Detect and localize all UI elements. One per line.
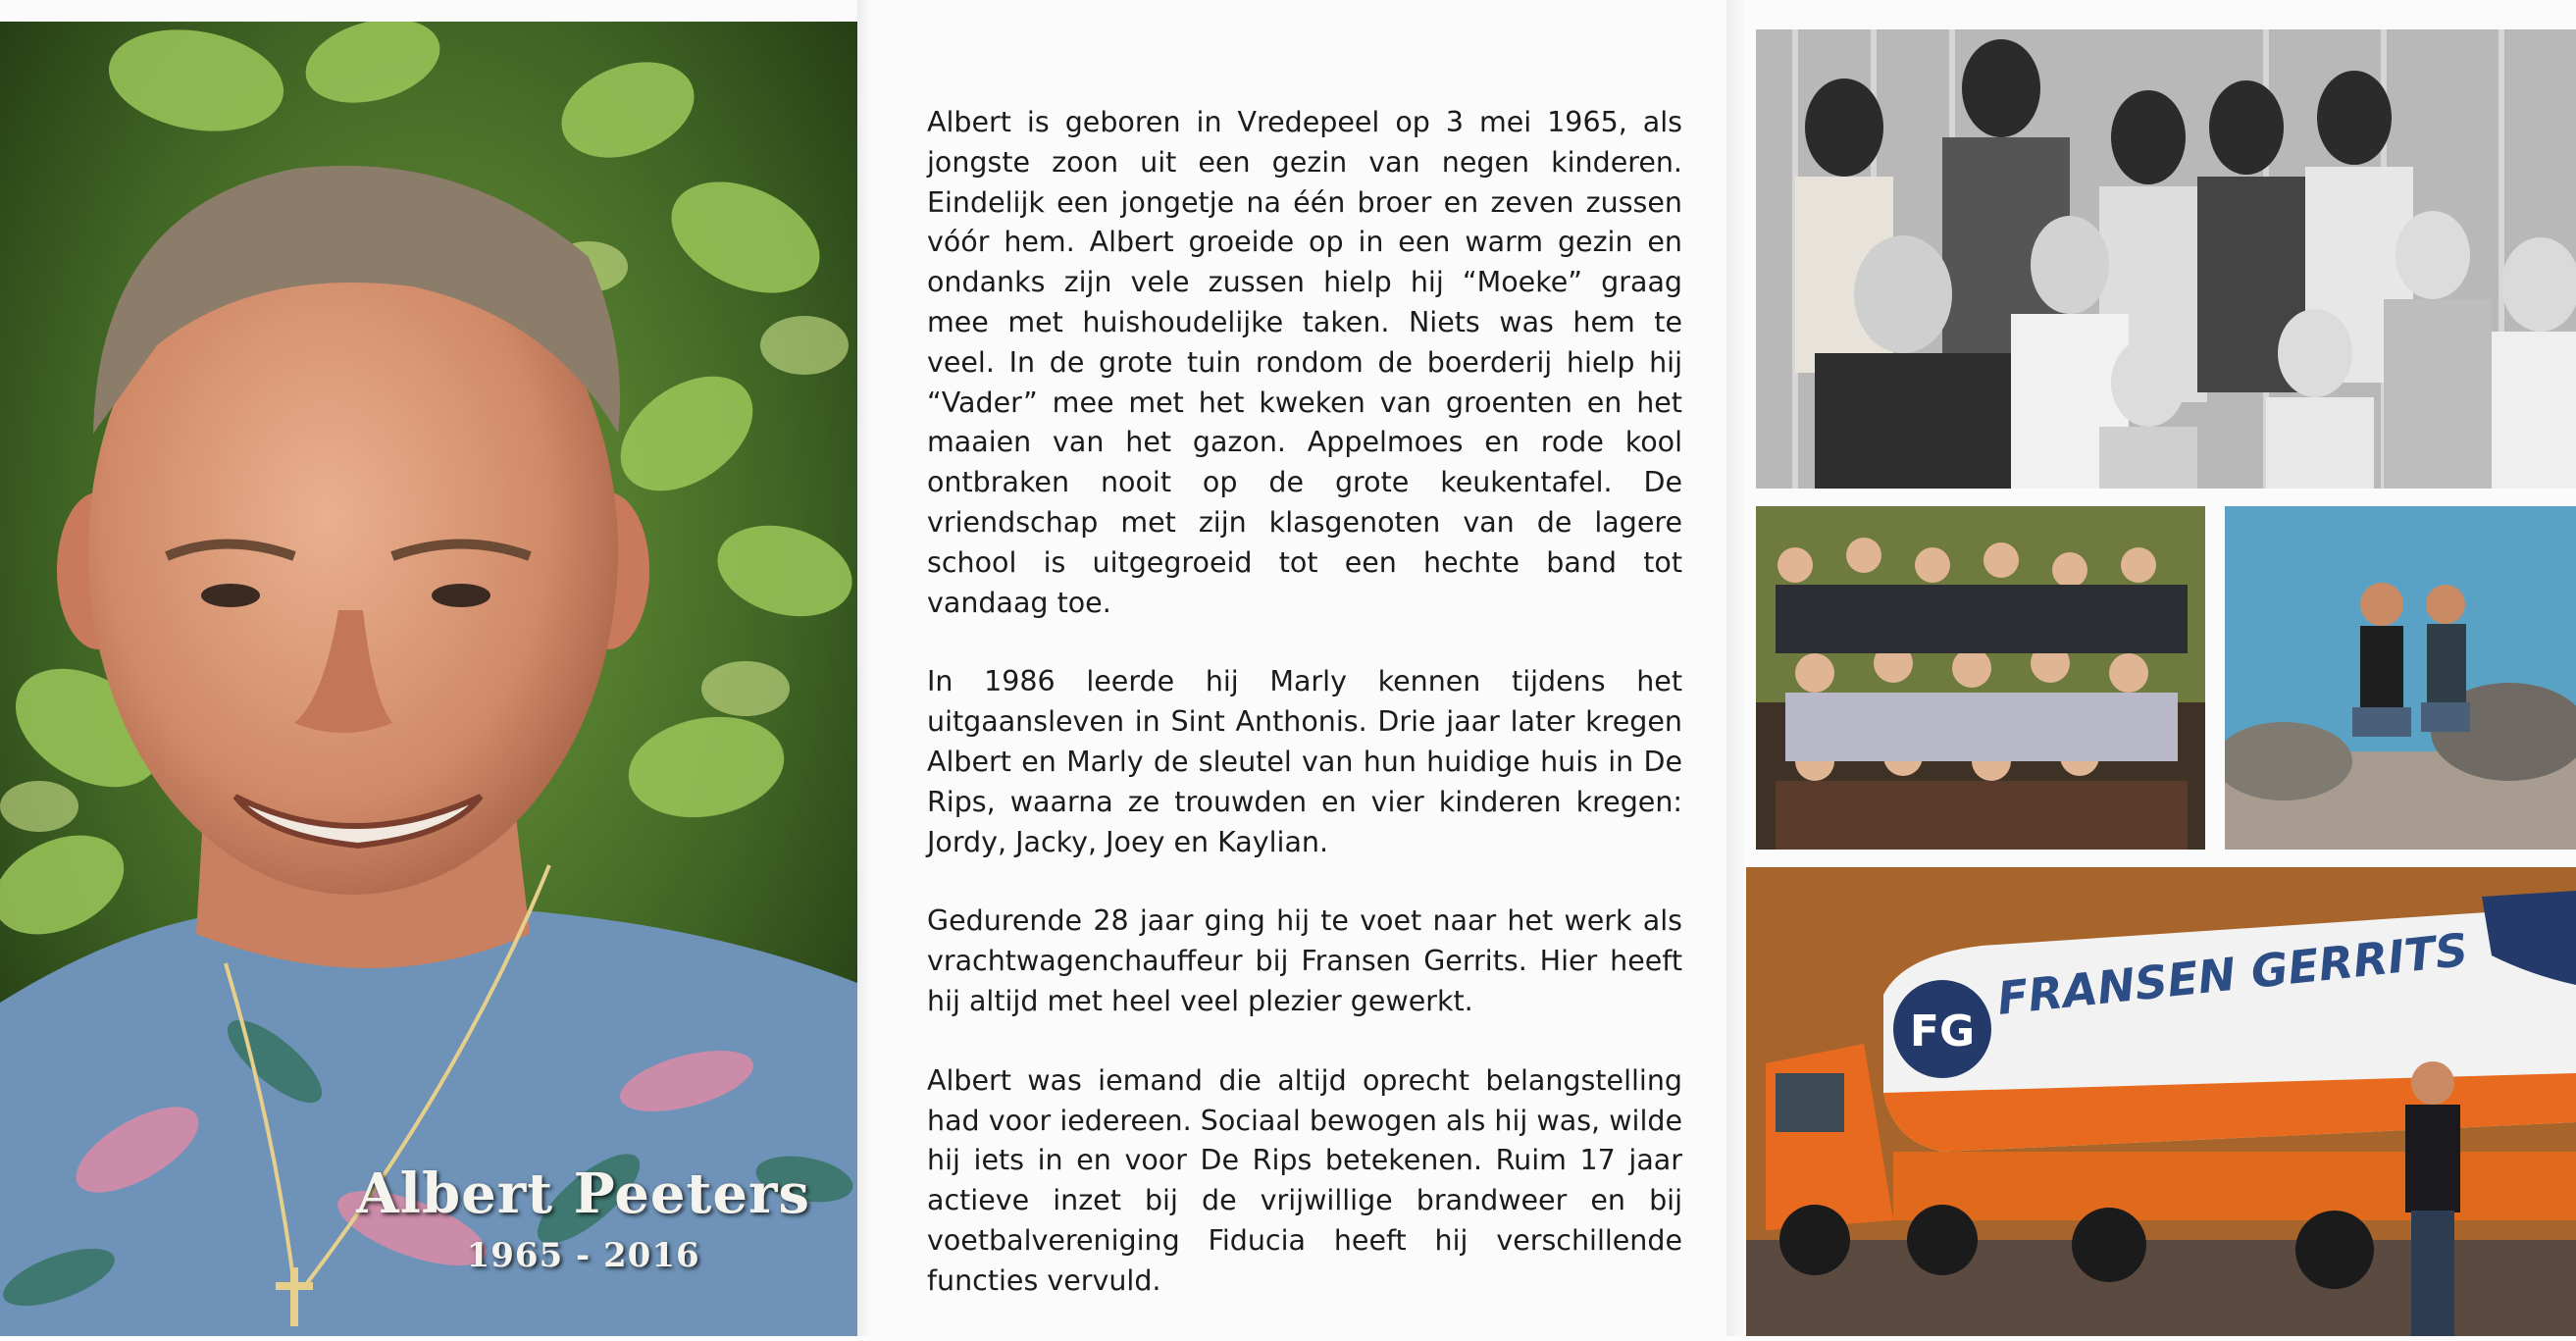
life-years: 1965 - 2016 — [466, 1236, 700, 1275]
beach-couple-photo — [2225, 506, 2576, 850]
paragraph-community: Albert was iemand die altijd oprecht belangstelling had voor iedereen. Sociaal bewogen als hij was, wilde hij iets in en voor De Rips betekenen. Ruim 17 jaar actieve inzet bij de vrijwillige brandweer en bij voetbalvereniging Fiducia heeft hij verschillende functies vervuld. — [927, 1063, 1682, 1297]
friends-group-photo — [1756, 506, 2205, 850]
paragraph-childhood: Albert is geboren in Vredepeel op 3 mei 1965, als jongste zoon uit een gezin van negen kinderen. Eindelijk een jongetje na één broer en zeven zussen vóór hem. Albert groeide op in een warm gezin en ondanks zijn vele zussen hielp hij “Moeke” graag mee met huishoudelijke taken. Niets was hem te veel. In de grote tuin rondom de boerderij hielp hij “Vader” mee met het kweken van groenten en het maaien van het gazon. Appelmoes en rode kool ontbraken nooit op de grote keukentafel. De vriendschap met zijn klasgenoten van de lagere school is uitgegroeid tot een hechte band tot vandaag toe. — [927, 106, 1682, 619]
biography-text — [927, 103, 1682, 1341]
group-illustration — [1756, 506, 2205, 850]
truck-logo-badge: FG — [1909, 1006, 1976, 1057]
family-photo — [1756, 29, 2576, 489]
name-block — [356, 1161, 810, 1275]
page-fold-right — [1726, 0, 1746, 1336]
truck-illustration — [1746, 867, 2576, 1336]
deceased-name: Albert Peeters — [356, 1161, 810, 1226]
paragraph-work: Gedurende 28 jaar ging hij te voet naar het werk als vrachtwagenchauffeur bij Fransen Gerrits. Hier heeft hij altijd met heel veel plezier gewerkt. — [927, 904, 1682, 1017]
truck-photo — [1746, 867, 2576, 1336]
paragraph-family: In 1986 leerde hij Marly kennen tijdens het uitgaansleven in Sint Anthonis. Drie jaar later kregen Albert en Marly de sleutel van hun huidige huis in De Rips, waarna ze trouwden en vier kinderen kregen: Jordy, Jacky, Joey en Kaylian. — [927, 665, 1682, 858]
portrait-illustration — [0, 22, 857, 1336]
portrait-photo — [0, 22, 857, 1336]
page-fold-left — [857, 0, 871, 1336]
beach-illustration — [2225, 506, 2576, 850]
truck-company-lettering: FRANSEN GERRITS — [1994, 922, 2471, 1025]
family-illustration — [1756, 29, 2576, 489]
